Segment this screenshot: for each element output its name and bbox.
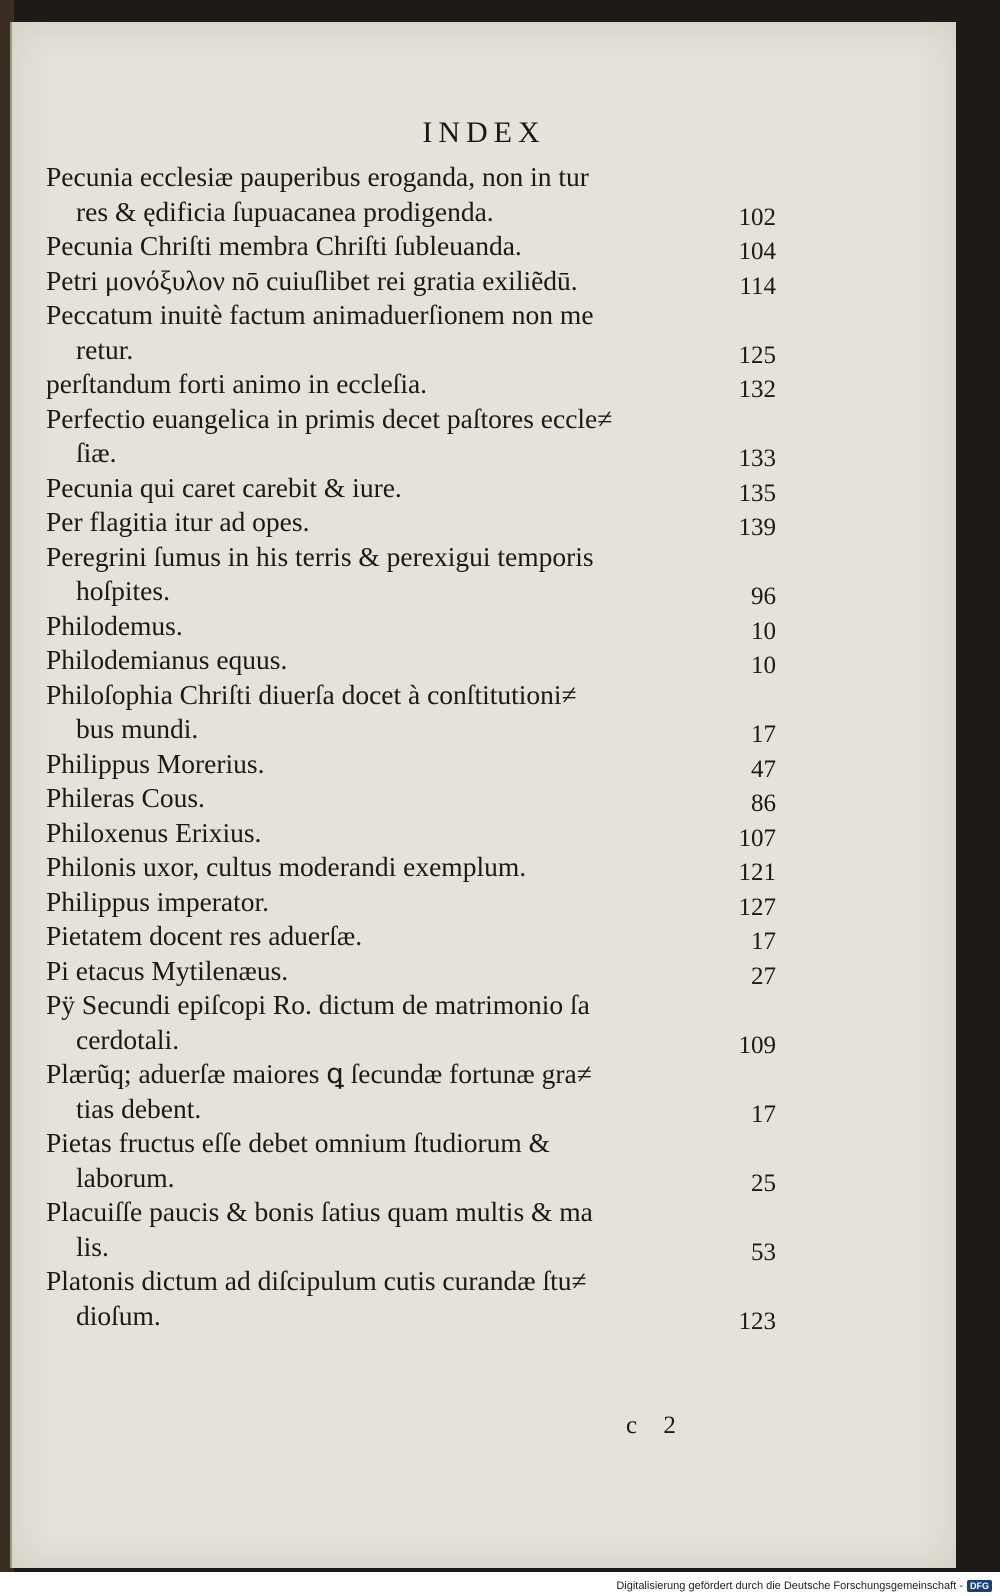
digitization-credit bbox=[616, 1580, 992, 1592]
entry-text: Philodemus. bbox=[46, 609, 183, 641]
index-entry bbox=[46, 1195, 776, 1264]
entry-page-number: 17 bbox=[751, 721, 776, 748]
index-entry bbox=[46, 298, 776, 367]
entry-text: Philoſophia Chriſti diuerſa docet à conſtitutioni≠ bbox=[46, 678, 577, 710]
entry-continuation: res & ędificia ſupuacanea prodigenda. bbox=[76, 195, 494, 227]
entry-page-number: 17 bbox=[751, 1100, 776, 1128]
index-entry bbox=[46, 781, 776, 816]
entry-page-number: 135 bbox=[738, 479, 776, 507]
index-entry bbox=[46, 609, 776, 644]
entry-page-number: 132 bbox=[738, 376, 776, 403]
index-entry bbox=[46, 160, 776, 229]
entry-text: Pi etacus Mytilenæus. bbox=[46, 954, 289, 986]
signature-mark: c 2 bbox=[626, 1412, 686, 1439]
entry-text: Pecunia qui caret carebit & iure. bbox=[46, 471, 402, 503]
entry-text: Perfectio euangelica in primis decet paſtores eccle≠ bbox=[46, 402, 613, 434]
entry-page-number: 127 bbox=[738, 893, 776, 921]
entry-continuation: hoſpites. bbox=[76, 575, 170, 606]
entry-page-number: 10 bbox=[751, 617, 776, 645]
index-entry bbox=[46, 816, 776, 851]
entry-text: Philippus Morerius. bbox=[46, 747, 265, 779]
entry-page-number: 104 bbox=[738, 238, 776, 265]
entry-page-number: 47 bbox=[751, 755, 776, 783]
index-list bbox=[46, 160, 776, 1333]
entry-continuation: retur. bbox=[76, 333, 134, 365]
entry-page-number: 53 bbox=[751, 1238, 776, 1266]
book-page bbox=[10, 22, 956, 1568]
entry-continuation: bus mundi. bbox=[76, 713, 199, 744]
index-entry bbox=[46, 850, 776, 885]
entry-text: Peregrini ſumus in his terris & perexigui temporis bbox=[46, 540, 594, 572]
index-entry bbox=[46, 540, 776, 609]
index-entry bbox=[46, 471, 776, 506]
index-entry bbox=[46, 988, 776, 1057]
entry-text: Phileras Cous. bbox=[46, 782, 205, 813]
entry-text: Per flagitia itur ad opes. bbox=[46, 506, 310, 537]
index-entry bbox=[46, 678, 776, 747]
entry-text: Pietas fructus eſſe debet omnium ſtudiorum & bbox=[46, 1127, 551, 1158]
index-entry bbox=[46, 505, 776, 540]
index-entry bbox=[46, 747, 776, 782]
entry-page-number: 139 bbox=[738, 514, 776, 541]
entry-text: Philonis uxor, cultus moderandi exemplum. bbox=[46, 851, 527, 882]
entry-text: Pecunia ecclesiæ pauperibus eroganda, non in tur bbox=[46, 161, 589, 192]
index-entry bbox=[46, 954, 776, 989]
entry-text: Pÿ Secundi epiſcopi Ro. dictum de matrimonio ſa bbox=[46, 989, 590, 1020]
index-entry bbox=[46, 1057, 776, 1126]
index-entry bbox=[46, 1264, 776, 1333]
entry-page-number: 133 bbox=[738, 445, 776, 472]
entry-page-number: 107 bbox=[738, 824, 776, 852]
entry-page-number: 109 bbox=[738, 1031, 776, 1059]
entry-page-number: 17 bbox=[751, 928, 776, 955]
entry-page-number: 96 bbox=[751, 583, 776, 610]
index-entry bbox=[46, 919, 776, 954]
entry-page-number: 86 bbox=[751, 790, 776, 817]
entry-page-number: 10 bbox=[751, 652, 776, 679]
entry-text: Peccatum inuitè factum animaduerſionem non me bbox=[46, 299, 594, 330]
entry-text: Placuiſſe paucis & bonis ſatius quam multis & ma bbox=[46, 1196, 593, 1227]
entry-page-number: 125 bbox=[738, 341, 776, 369]
entry-page-number: 25 bbox=[751, 1169, 776, 1197]
entry-page-number: 27 bbox=[751, 962, 776, 990]
entry-text: Philippus imperator. bbox=[46, 885, 270, 917]
entry-text: Pietatem docent res aduerſæ. bbox=[46, 920, 363, 951]
entry-text: Plærũq; aduerſæ maiores ꝗ ſecundæ fortunæ gra≠ bbox=[46, 1058, 592, 1089]
entry-continuation: dioſum. bbox=[76, 1299, 161, 1331]
index-entry bbox=[46, 1126, 776, 1195]
index-entry bbox=[46, 885, 776, 920]
index-entry bbox=[46, 643, 776, 678]
entry-page-number: 102 bbox=[738, 203, 776, 231]
page-header: INDEX bbox=[422, 116, 546, 149]
entry-text: Philodemianus equus. bbox=[46, 644, 288, 675]
index-entry bbox=[46, 367, 776, 402]
entry-continuation: laborum. bbox=[76, 1161, 175, 1193]
entry-continuation: cerdotali. bbox=[76, 1023, 180, 1055]
entry-page-number: 114 bbox=[739, 272, 776, 300]
entry-text: Pecunia Chriſti membra Chriſti ſubleuanda. bbox=[46, 230, 522, 261]
entry-page-number: 123 bbox=[738, 1307, 776, 1335]
entry-text: perſtandum forti animo in eccleſia. bbox=[46, 368, 428, 399]
dfg-logo: DFG bbox=[967, 1580, 992, 1592]
entry-text: Platonis dictum ad diſcipulum cutis curandæ ſtu≠ bbox=[46, 1265, 587, 1296]
index-entry bbox=[46, 229, 776, 264]
credit-text: Digitalisierung gefördert durch die Deutsche Forschungsgemeinschaft - bbox=[616, 1580, 963, 1592]
entry-continuation: lis. bbox=[76, 1230, 109, 1262]
entry-text: Philoxenus Erixius. bbox=[46, 816, 262, 848]
entry-page-number: 121 bbox=[738, 859, 776, 886]
index-entry bbox=[46, 264, 776, 299]
index-entry bbox=[46, 402, 776, 471]
entry-continuation: tias debent. bbox=[76, 1092, 202, 1124]
entry-text: Petri μονόξυλον nō cuiuſlibet rei gratia exiliẽdū. bbox=[46, 264, 578, 296]
entry-continuation: ſiæ. bbox=[76, 437, 117, 468]
